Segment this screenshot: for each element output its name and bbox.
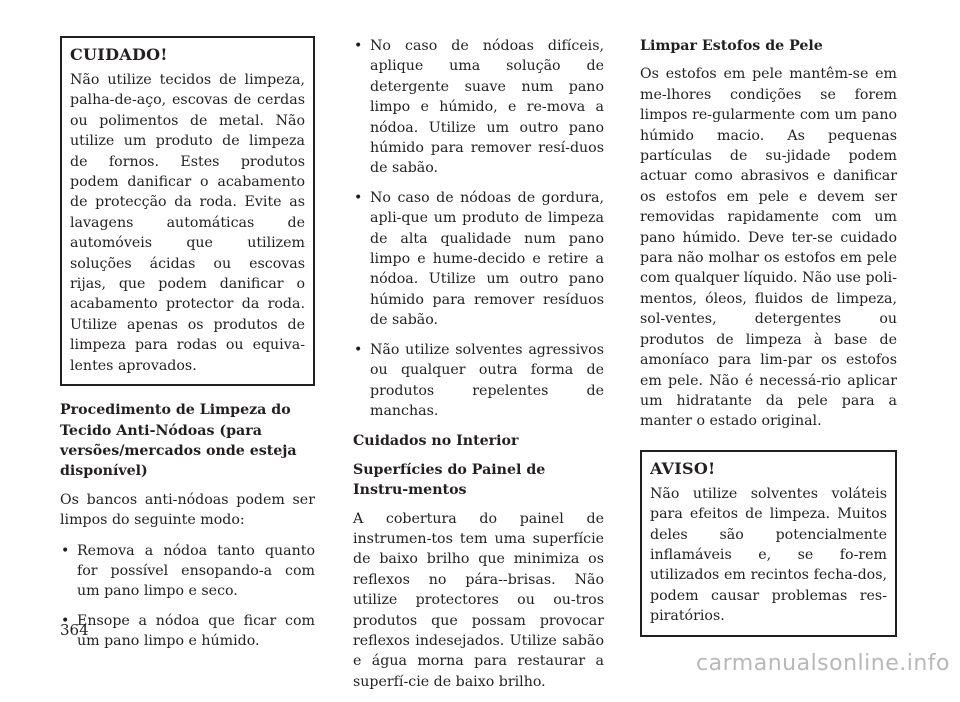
caution-text: Não utilize tecidos de limpeza, palha-de-aço, escovas de cerdas ou polimentos de metal. Não utilize um produto de limpeza de fornos. Estes produtos podem danificar o acabamento de protecção da roda. Evite as lavagens automáticas de automóveis que utilizem soluções ácidas ou escovas rijas, que podem danificar o acabamento protector da roda. Utilize apenas os produtos de limpeza para rodas ou equiva-lentes aprovados. [70,72,305,374]
warning-title: AVISO! [650,458,716,478]
instrument-panel-text: A cobertura do painel de instrumen-tos tem uma superfície de baixo brilho que minimiza os reflexos no pára--brisas. Não utilize protectores ou ou-tros produtos que possam provocar reflexos indesejados. Utilize sabão e água morna para restaurar a superfí-cie de baixo brilho. [353,510,604,690]
stain-steps-list [60,541,315,652]
warning-box [640,450,897,637]
caution-box [60,36,315,386]
caution-title: CUIDADO! [70,45,168,64]
leather-text: Os estofos em pele mantêm-se em me-lhores condições se forem limpos re-gularmente com um pano húmido macio. As pequenas partículas de su-jidade podem actuar como abrasivos e danificar os estofos em pele e devem ser removidas rapidamente com um pano húmido. Deve ter-se cuidado para não molhar os estofos em pele com qualquer líquido. Não use poli-mentos, óleos, fluidos de limpeza, sol-ventes, detergentes ou produtos de limpeza à base de amoníaco para lim-par os estofos em pele. Não é necessá-rio aplicar um hidratante da pele para a manter o estado original. [640,66,897,430]
instrument-panel-heading: Superfícies do Painel de Instru-mentos [353,461,546,499]
watermark: carmanualsonline.info [696,651,950,676]
stain-resistant-heading: Procedimento de Limpeza do Tecido Anti-Nódoas (para versões/mercados onde esteja disponível) [60,402,297,480]
column-2 [353,36,604,702]
leather-heading: Limpar Estofos de Pele [640,38,823,54]
warning-text: Não utilize solventes voláteis para efeitos de limpeza. Muitos deles são potencialmente inflamáveis e, se fo-rem utilizados em recintos fecha-dos, podem causar problemas res-piratórios. [650,485,887,625]
list-item: • Remova a nódoa tanto quanto for possível ensopando-a com um pano limpo e seco. [60,541,315,602]
list-item: • No caso de nódoas de gordura, apli-que um produto de limpeza de alta qualidade num pano limpo e hume-decido e retire a nódoa. Utilize um outro pano húmido para remover resíduos de sabão. [353,188,604,331]
interior-care-heading: Cuidados no Interior [353,433,519,450]
stain-resistant-intro: Os bancos anti-nódoas podem ser limpos do seguinte modo: [60,491,315,529]
page-number: 364 [60,621,89,639]
list-item: • No caso de nódoas difíceis, aplique uma solução de detergente suave num pano limpo e húmido, e re-mova a nódoa. Utilize um outro pano húmido para remover resí-duos de sabão. [353,36,604,179]
list-item: • Não utilize solventes agressivos ou qualquer outra forma de produtos repelentes de manchas. [353,340,604,422]
list-item: • Ensope a nódoa que ficar com um pano limpo e húmido. [60,611,315,652]
stain-tips-list [353,36,604,421]
column-1 [60,36,315,662]
column-3 [640,36,897,647]
